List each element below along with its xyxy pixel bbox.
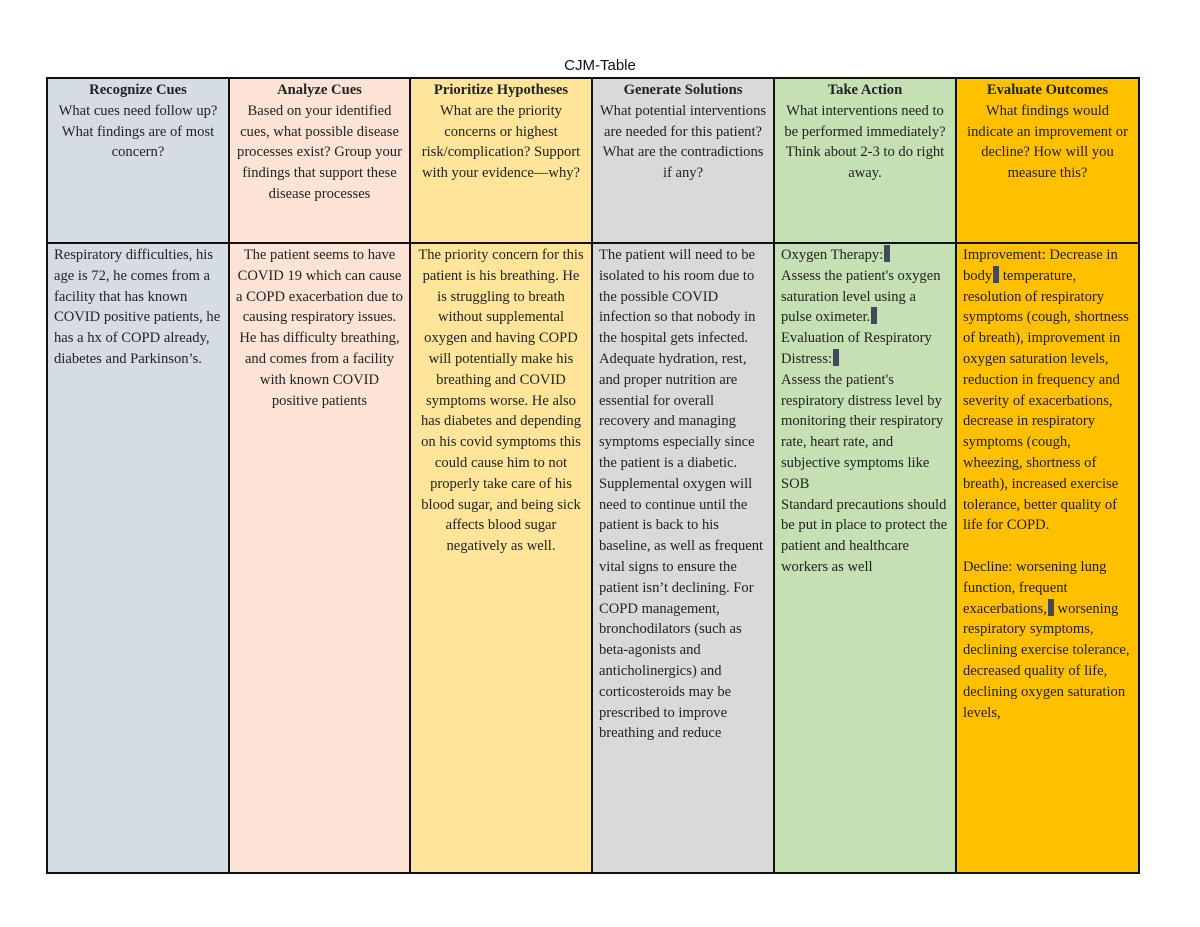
column-title: Generate Solutions	[623, 82, 743, 98]
action-distress-heading: Evaluation of Respiratory Distress:	[781, 330, 932, 367]
cell-analyze-cues	[229, 243, 410, 873]
comment-marker-icon	[833, 349, 839, 366]
column-title: Analyze Cues	[277, 82, 362, 98]
comment-marker-icon	[871, 307, 877, 324]
cell-prioritize-hypotheses	[410, 243, 592, 873]
evaluate-improvement-lead: Improvement: Decrease in body	[963, 247, 1118, 284]
table-body-row	[47, 243, 1139, 873]
evaluate-decline-block	[963, 557, 1132, 723]
column-question: What cues need follow up? What findings are of most concern?	[58, 102, 218, 161]
cell-take-action	[774, 243, 956, 873]
column-title: Recognize Cues	[89, 82, 187, 98]
table-header-row	[47, 78, 1139, 243]
header-prioritize-hypotheses	[410, 78, 592, 243]
cell-evaluate-outcomes	[956, 243, 1139, 873]
header-analyze-cues	[229, 78, 410, 243]
action-precautions-text: Standard precautions should be put in place to protect the patient and healthcare workers as well	[781, 496, 948, 575]
cell-recognize-cues	[47, 243, 229, 873]
action-oxygen-text-block	[781, 266, 949, 328]
action-distress-block	[781, 328, 949, 370]
header-generate-solutions	[592, 78, 774, 243]
column-title: Take Action	[827, 82, 903, 98]
cell-text: Respiratory difficulties, his age is 72, he comes from a facility that has known COVID positive patients, he has a hx of COPD already, diabetes and Parkinson’s.	[54, 247, 221, 367]
evaluate-decline-lead: Decline: worsening lung function, frequent exacerbations,	[963, 558, 1107, 617]
comment-marker-icon	[884, 245, 890, 262]
cell-generate-solutions	[592, 243, 774, 873]
action-oxygen-heading: Oxygen Therapy:	[781, 247, 884, 263]
column-question: What interventions need to be performed immediately? Think about 2-3 to do right away.	[784, 102, 946, 182]
cell-text: The patient seems to have COVID 19 which can cause a COPD exacerbation due to causing respiratory issues. He has difficulty breathing, and comes from a facility with known COVID positive patients	[236, 247, 403, 409]
column-question: What findings would indicate an improvement or decline? How will you measure this?	[967, 102, 1128, 182]
evaluate-decline-text: worsening respiratory symptoms, declining exercise tolerance, decreased quality of life, declining oxygen saturation levels,	[963, 600, 1130, 721]
header-take-action	[774, 78, 956, 243]
column-title: Evaluate Outcomes	[986, 82, 1109, 98]
cjm-table	[46, 77, 1140, 874]
column-question: Based on your identified cues, what possible disease processes exist? Group your findings that support these disease processes	[237, 102, 402, 202]
document-title: CJM-Table	[564, 57, 636, 74]
column-question: What are the priority concerns or highest risk/complication? Support with your evidence—why?	[421, 102, 581, 182]
paragraph-spacer	[963, 536, 1132, 557]
action-oxygen-text: Assess the patient's oxygen saturation level using a pulse oximeter.	[781, 267, 941, 326]
evaluate-improvement-block	[963, 245, 1132, 536]
evaluate-improvement-text: temperature, resolution of respiratory symptoms (cough, shortness of breath), improvement in oxygen saturation levels, reduction in frequency and severity of exacerbations, decrease in respiratory symptoms (cough, wheezing, shortness of breath), increased exercise tolerance, better quality of life for COPD.	[963, 267, 1129, 534]
cell-text: The priority concern for this patient is his breathing. He is struggling to breath without supplemental oxygen and having COPD will potentially make his breathing and COVID symptoms worse. He also has diabetes and depending on his covid symptoms this could cause him to not properly take care of his blood sugar, and being sick affects blood sugar negatively as well.	[418, 247, 584, 555]
comment-marker-icon	[1048, 599, 1054, 616]
action-distress-text: Assess the patient's respiratory distress level by monitoring their respiratory rate, heart rate, and subjective symptoms like SOB	[781, 371, 944, 492]
header-evaluate-outcomes	[956, 78, 1139, 243]
column-question: What potential interventions are needed for this patient? What are the contradictions if any?	[599, 102, 767, 182]
header-recognize-cues	[47, 78, 229, 243]
comment-marker-icon	[993, 266, 999, 283]
column-title: Prioritize Hypotheses	[433, 82, 569, 98]
action-oxygen-block	[781, 245, 949, 266]
cell-text: The patient will need to be isolated to his room due to the possible COVID infection so that nobody in the hospital gets infected. Adequate hydration, rest, and proper nutrition are essential for overall recovery and managing symptoms especially since the patient is a diabetic. Supplemental oxygen will need to continue until the patient is back to his baseline, as well as frequent vital signs to ensure the patient isn’t declining. For COPD management, bronchodilators (such as beta-agonists and anticholinergics) and corticosteroids may be prescribed to improve breathing and reduce	[599, 247, 764, 742]
